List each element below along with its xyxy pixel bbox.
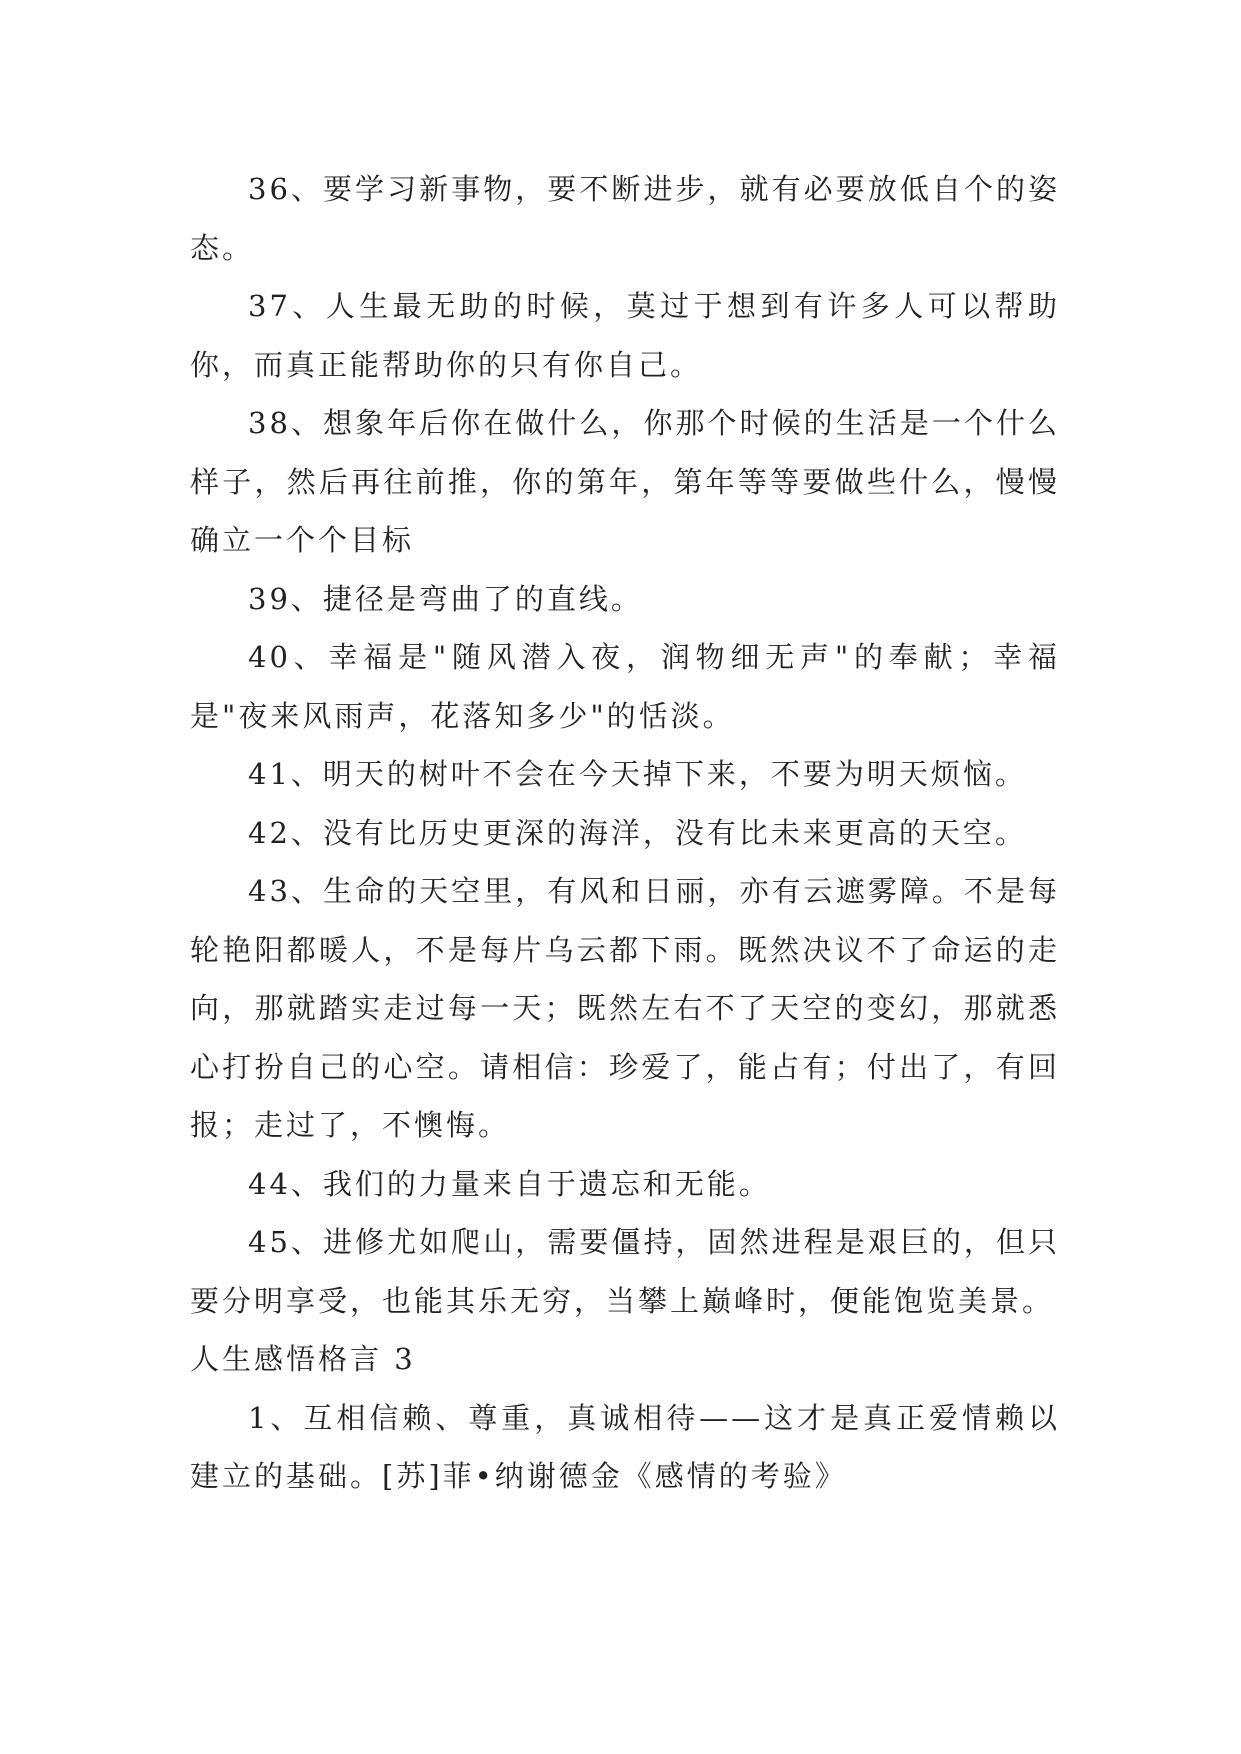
quote-paragraph-42: 42、没有比历史更深的海洋，没有比未来更高的天空。 bbox=[248, 815, 1027, 850]
quote-paragraph-38: 38、想象年后你在做什么，你那个时候的生活是一个什么样子，然后再往前推，你的第年，第年等等要做些什么，慢慢确立一个个目标 bbox=[190, 406, 1060, 557]
quote-paragraph-36: 36、要学习新事物，要不断进步，就有必要放低自个的姿态。 bbox=[190, 172, 1060, 265]
document-body bbox=[190, 160, 1060, 1506]
quote-paragraph-41: 41、明天的树叶不会在今天掉下来，不要为明天烦恼。 bbox=[248, 757, 1027, 791]
quote-paragraph-40: 40、幸福是"随风潜入夜，润物细无声"的奉献；幸福是"夜来风雨声，花落知多少"的恬淡。 bbox=[190, 640, 1060, 733]
section-quote-paragraph-1: 1、互相信赖、尊重，真诚相待——这才是真正爱情赖以建立的基础。[苏]菲•纳谢德金《感情的考验》 bbox=[190, 1400, 1060, 1493]
quote-paragraph-39: 39、捷径是弯曲了的直线。 bbox=[248, 581, 643, 616]
quote-paragraph-43: 43、生命的天空里，有风和日丽，亦有云遮雾障。不是每轮艳阳都暖人，不是每片乌云都下雨。既然决议不了命运的走向，那就踏实走过每一天；既然左右不了天空的变幻，那就悉心打扮自己的心空。请相信：珍爱了，能占有；付出了，有回报；走过了，不懊悔。 bbox=[190, 874, 1060, 1142]
section-heading: 人生感悟格言 3 bbox=[190, 1342, 416, 1376]
quote-paragraph-44: 44、我们的力量来自于遗忘和无能。 bbox=[248, 1166, 771, 1201]
quote-paragraph-37: 37、人生最无助的时候，莫过于想到有许多人可以帮助你，而真正能帮助你的只有你自己。 bbox=[190, 289, 1060, 382]
quote-paragraph-45: 45、进修尤如爬山，需要僵持，固然进程是艰巨的，但只要分明享受，也能其乐无穷，当攀上巅峰时，便能饱览美景。 bbox=[190, 1225, 1060, 1318]
